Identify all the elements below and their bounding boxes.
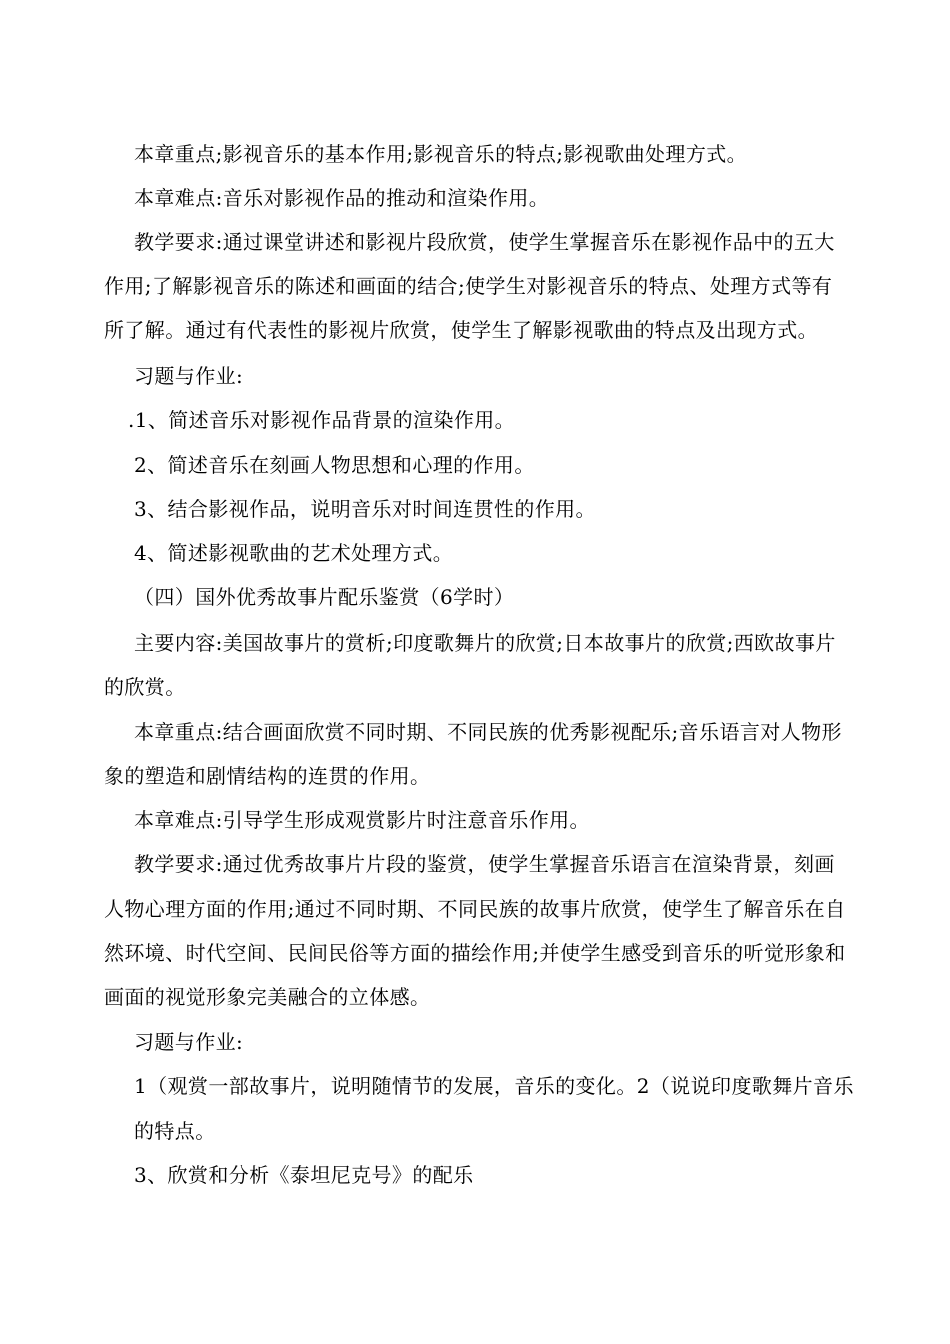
section-heading: （四）国外优秀故事片配乐鉴赏（6学时）	[134, 585, 515, 609]
text-line: 4、简述影视歌曲的艺术处理方式。	[134, 541, 454, 565]
text-line: 1（观赏一部故事片，说明随情节的发展，音乐的变化。2（说说印度歌舞片音乐	[134, 1074, 854, 1098]
text-line: 本章难点:引导学生形成观赏影片时注意音乐作用。	[134, 808, 590, 832]
text-line: 画面的视觉形象完美融合的立体感。	[104, 985, 431, 1009]
text-line: 本章重点:结合画面欣赏不同时期、不同民族的优秀影视配乐;音乐语言对人物形	[134, 720, 842, 744]
text-line: 本章难点:音乐对影视作品的推动和渲染作用。	[134, 186, 550, 210]
text-line: 教学要求:通过优秀故事片片段的鉴赏，使学生掌握音乐语言在渲染背景，刻画	[134, 852, 835, 876]
text-line: 的特点。	[134, 1119, 216, 1143]
text-line: 习题与作业:	[134, 364, 244, 388]
text-line: .1、简述音乐对影视作品背景的渲染作用。	[128, 408, 516, 432]
text-line: 的欣赏。	[104, 675, 186, 699]
text-line: 作用;了解影视音乐的陈述和画面的结合;使学生对影视音乐的特点、处理方式等有	[104, 274, 833, 298]
text-line: 然环境、时代空间、民间民俗等方面的描绘作用;并使学生感受到音乐的听觉形象和	[104, 941, 846, 965]
text-line: 2、简述音乐在刻画人物思想和心理的作用。	[134, 453, 535, 477]
text-line: 所了解。通过有代表性的影视片欣赏，使学生了解影视歌曲的特点及出现方式。	[104, 318, 818, 342]
text-line: 人物心理方面的作用;通过不同时期、不同民族的故事片欣赏，使学生了解音乐在自	[104, 897, 846, 921]
text-line: 主要内容:美国故事片的赏析;印度歌舞片的欣赏;日本故事片的欣赏;西欧故事片	[134, 631, 836, 655]
text-line: 3、欣赏和分析《泰坦尼克号》的配乐	[134, 1163, 474, 1187]
text-line: 3、结合影视作品，说明音乐对时间连贯性的作用。	[134, 497, 596, 521]
text-line: 象的塑造和剧情结构的连贯的作用。	[104, 764, 431, 788]
text-line: 本章重点;影视音乐的基本作用;影视音乐的特点;影视歌曲处理方式。	[134, 142, 748, 166]
text-line: 教学要求:通过课堂讲述和影视片段欣赏，使学生掌握音乐在影视作品中的五大	[134, 230, 835, 254]
text-line: 习题与作业:	[134, 1030, 244, 1054]
